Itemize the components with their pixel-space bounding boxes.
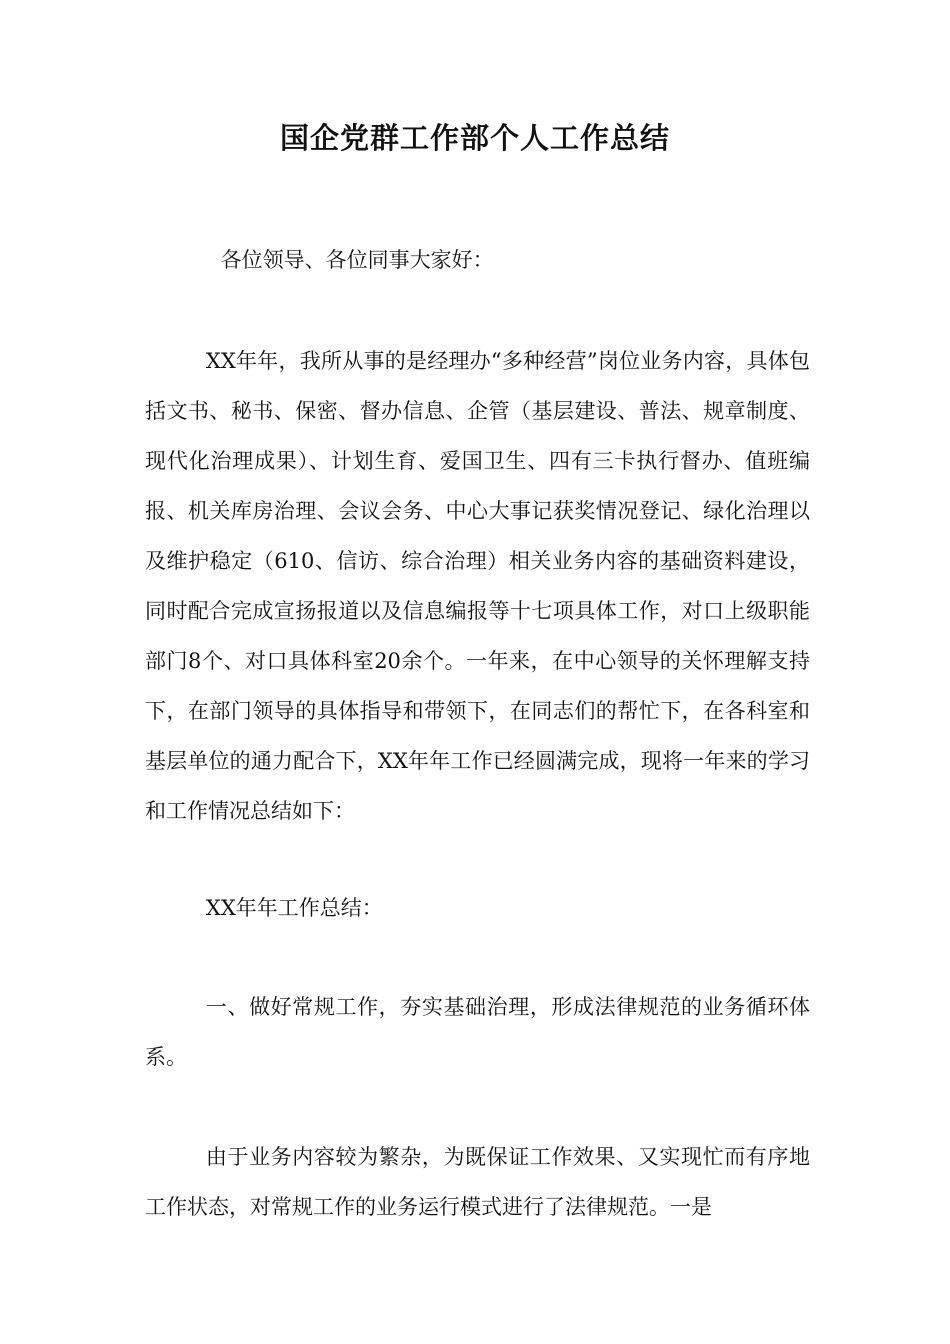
section-heading-summary: XX年年工作总结： bbox=[205, 896, 383, 920]
document-title: 国企党群工作部个人工作总结 bbox=[279, 121, 670, 155]
body-paragraph-routine-work: 由于业务内容较为繁杂，为既保证工作效果、又实现忙而有序地工作状态，对常规工作的业务运行模式进行了法律规范。一是 bbox=[145, 1145, 810, 1219]
greeting-line: 各位领导、各位同事大家好： bbox=[220, 248, 494, 272]
body-paragraph-overview: XX年年，我所从事的是经理办“多种经营”岗位业务内容，具体包括文书、秘书、保密、督办信息、企管（基层建设、普法、规章制度、现代化治理成果）、计划生育、爱国卫生、四有三卡执行督办、值班编报、机关库房治理、会议会务、中心大事记获奖情况登记、绿化治理以及维护稳定（610、信访、综合治理）相关业务内容的基础资料建设，同时配合完成宣扬报道以及信息编报等十七项具体工作，对口上级职能部门8个、对口具体科室20余个。一年来，在中心领导的关怀理解支持下，在部门领导的具体指导和带领下，在同志们的帮忙下，在各科室和基层单位的通力配合下，XX年年工作已经圆满完成，现将一年来的学习和工作情况总结如下： bbox=[145, 349, 810, 823]
section-heading-one: 一、做好常规工作，夯实基础治理，形成法律规范的业务循环体系。 bbox=[145, 995, 810, 1069]
